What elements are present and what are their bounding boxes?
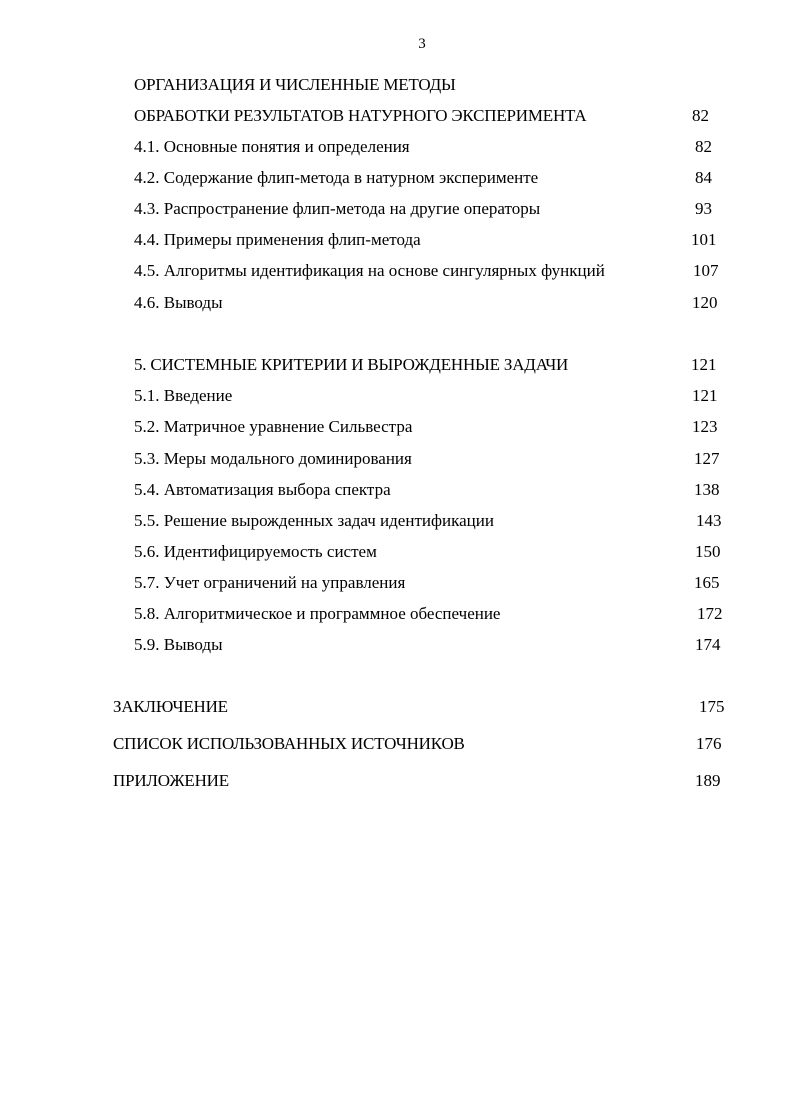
chapter-5-page: 121 [691,355,717,374]
toc-entry-label: 5.1. Введение [134,386,233,405]
toc-entry-page: 123 [692,417,718,436]
toc-entry-page: 165 [694,573,720,592]
toc-entry-label: 5.6. Идентифицируемость систем [134,542,377,561]
toc-entry-label: ЗАКЛЮЧЕНИЕ [113,697,228,716]
toc-entry-label: 5.2. Матричное уравнение Сильвестра [134,417,413,436]
toc-entry-label: СПИСОК ИСПОЛЬЗОВАННЫХ ИСТОЧНИКОВ [113,734,465,753]
toc-entry-label: 4.2. Содержание флип-метода в натурном эксперименте [134,168,539,187]
toc-entry-page: 174 [695,635,721,654]
toc-entry-page: 176 [696,734,722,753]
toc-entry-page: 84 [695,168,712,187]
chapter-4-title-line-2: ОБРАБОТКИ РЕЗУЛЬТАТОВ НАТУРНОГО ЭКСПЕРИМЕНТА [134,106,587,125]
toc-entry-page: 93 [695,199,712,218]
toc-entry-page: 127 [694,449,720,468]
toc-entry-page: 175 [699,697,725,716]
toc-entry-label: 4.5. Алгоритмы идентификация на основе сингулярных функций [134,261,605,280]
chapter-4-title-line-1: ОРГАНИЗАЦИЯ И ЧИСЛЕННЫЕ МЕТОДЫ [134,75,456,94]
toc-entry-label: 5.5. Решение вырожденных задач идентификации [134,511,494,530]
chapter-4-page: 82 [692,106,709,125]
toc-entry-page: 172 [697,604,723,623]
toc-entry-page: 101 [691,230,717,249]
toc-entry-label: 4.4. Примеры применения флип-метода [134,230,421,249]
page-number: 3 [418,36,426,52]
toc-entry-label: 5.9. Выводы [134,635,223,654]
toc-entry-label: 5.3. Меры модального доминирования [134,449,412,468]
toc-entry-label: ПРИЛОЖЕНИЕ [113,771,229,790]
toc-entry-page: 143 [696,511,722,530]
toc-entry-page: 138 [694,480,720,499]
toc-entry-page: 150 [695,542,721,561]
toc-entry-label: 5.7. Учет ограничений на управления [134,573,406,592]
toc-entry-label: 4.3. Распространение флип-метода на другие операторы [134,199,541,218]
toc-entry-label: 5.8. Алгоритмическое и программное обеспечение [134,604,501,623]
toc-entry-label: 5.4. Автоматизация выбора спектра [134,480,391,499]
chapter-5-title: 5. СИСТЕМНЫЕ КРИТЕРИИ И ВЫРОЖДЕННЫЕ ЗАДАЧИ [134,355,569,374]
toc-entry-page: 120 [692,293,718,312]
toc-entry-page: 107 [693,261,719,280]
toc-entry-page: 189 [695,771,721,790]
toc-entry-page: 82 [695,137,712,156]
toc-entry-label: 4.6. Выводы [134,293,223,312]
toc-entry-label: 4.1. Основные понятия и определения [134,137,410,156]
toc-entry-page: 121 [692,386,718,405]
